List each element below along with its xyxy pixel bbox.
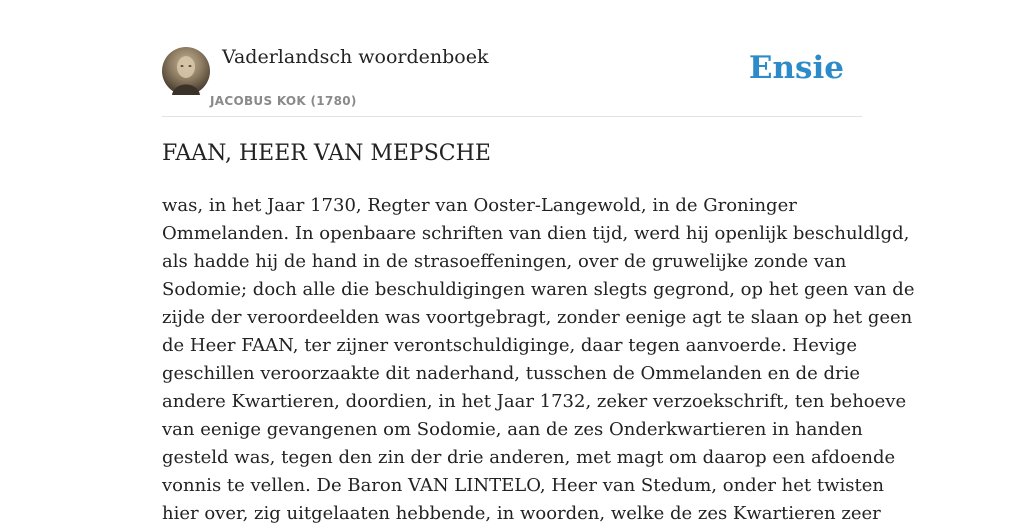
entry-body-line: de Heer FAAN, ter zijner verontschuldiginge, daar tegen aanvoerde. Hevige: [162, 335, 857, 356]
book-header: [162, 0, 862, 117]
entry-body-line: was, in het Jaar 1730, Regter van Ooster-Langewold, in de Groninger: [162, 195, 797, 216]
entry-body-line: geschillen veroorzaakte dit naderhand, tusschen de Ommelanden en de drie: [162, 363, 861, 384]
entry-body-line: als hadde hij de hand in de strasoeffeningen, over de gruwelijke zonde van: [162, 251, 847, 272]
entry-body-line: zijde der veroordeelden was voortgebragt, zonder eenige agt te slaan op het geen: [162, 307, 913, 328]
entry-body-line: gesteld was, tegen den zin der drie anderen, met magt om daarop een afdoende: [162, 447, 896, 468]
entry-body-line: vonnis te vellen. De Baron VAN LINTELO, Heer van Stedum, onder het twisten: [162, 475, 884, 496]
portrait-icon: [162, 47, 210, 95]
book-title-link[interactable]: Vaderlandsch woordenboek: [222, 46, 489, 68]
entry-body-line: van eenige gevangenen om Sodomie, aan de zes Onderkwartieren in handen: [162, 419, 863, 440]
entry-title: FAAN, HEER VAN MEPSCHE: [162, 141, 491, 166]
entry-body-line: andere Kwartieren, doordien, in het Jaar 1732, zeker verzoekschrift, ten behoeve: [162, 391, 907, 412]
entry-body-line: hier over, zig uitgelaaten hebbende, in woorden, welke de zes Kwartieren zeer: [162, 503, 881, 524]
entry-body: [162, 192, 915, 528]
author-name: JACOBUS KOK (1780): [210, 94, 357, 108]
ensie-logo[interactable]: Ensie: [748, 50, 844, 86]
author-avatar[interactable]: [162, 47, 210, 95]
entry-body-line: Ommelanden. In openbaare schriften van dien tijd, werd hij openlijk beschuldlgd,: [162, 223, 910, 244]
entry-body-line: Sodomie; doch alle die beschuldigingen waren slegts gegrond, op het geen van de: [162, 279, 915, 300]
